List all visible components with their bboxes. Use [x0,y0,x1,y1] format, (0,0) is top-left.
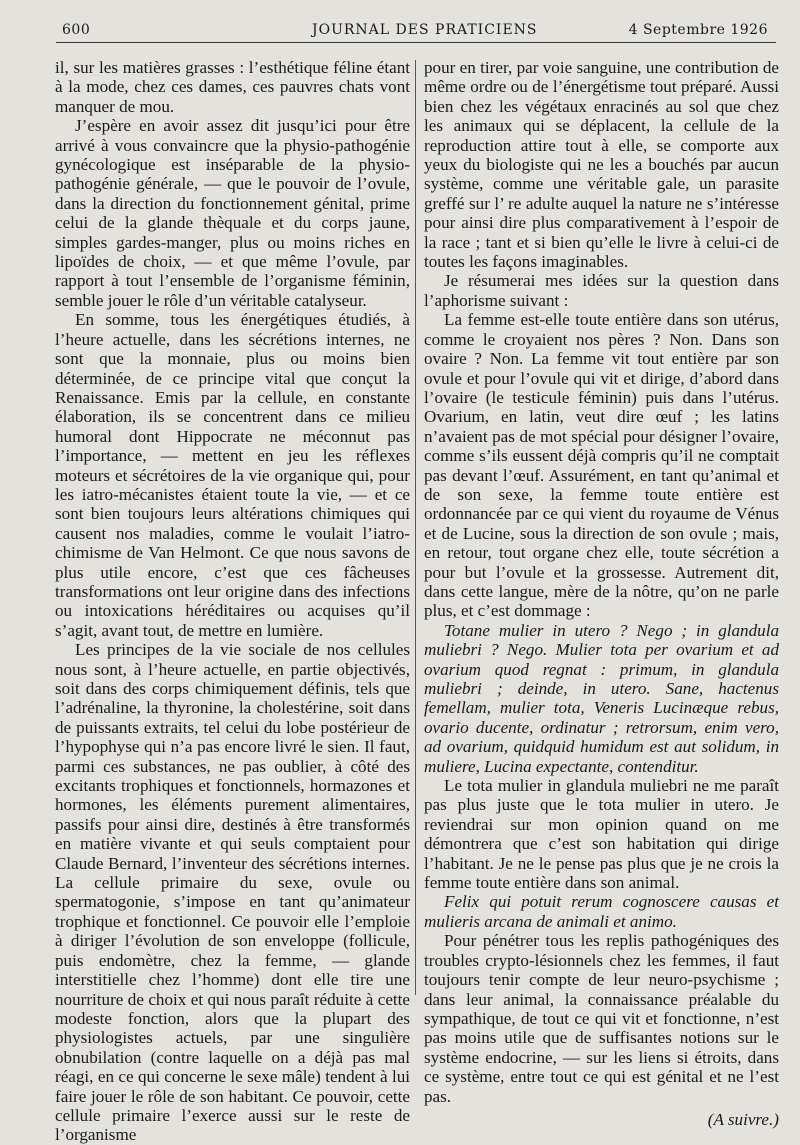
page-header [62,20,772,42]
page-number: 600 [62,22,91,38]
paragraph: Pour pénétrer tous les replis pathogéniques des troubles crypto-lésionnels chez les femmes, il faut toujours tenir compte de leur neuro-psychisme ; dans leur animal, la connaissance préalable du sympathique, de tout ce qui vit et fonctionne, n’est pas moins utile que de suffisantes notions sur le système endocrine, — sur les liens si étroits, dans ce système, entre tout ce qui est génital et ne l’est pas. [424,931,779,1106]
paragraph: En somme, tous les énergétiques étudiés, à l’heure actuelle, dans les sécrétions internes, ne sont que la monnaie, plus ou moins bien déterminée, de ce principe vital que conçut la Renaissance. Emis par la cellule, en constante élaboration, ils se concentrent dans ce milieu humoral dont Hippocrate ne méconnut pas l’importance, — mettent en jeu les réflexes moteurs et sécrétoires de la vie organique qui, pour les iatro-mécanistes étaient toute la vie, — et ce sont bien toujours leurs altérations chimiques qui causent nos maladies, comme le voulait l’iatro-chimisme de Van Helmont. Ce que nous savons de plus utile encore, c’est que ces fâcheuses transformations ont leur origine dans des infections ou intoxications héréditaires ou acquises qu’il s’agit, avant tout, de mettre en lumière. [55,310,410,640]
paragraph: il, sur les matières grasses : l’esthétique féline étant à la mode, chez ces dames, ces pauvres chats vont manquer de mou. [55,58,410,116]
latin-quote: Totane mulier in utero ? Nego ; in glandula muliebri ? Nego. Mulier tota per ovarium et ad ovarium quod regnat : primum, in glandula muliebri ; deinde, in utero. Sane, hactenus femellam, mulier tota, Veneris Lucinæque rebus, ovario ducente, ordinatur ; retrorsum, enim vero, ad ovarium, quidquid humidum est aut solidum, in muliere, Lucina expectante, contenditur. [424,620,779,776]
to-be-continued: (A suivre.) [707,1109,779,1129]
right-column [424,58,779,1129]
latin-motto: Felix qui potuit rerum cognoscere causas et mulieris arcana de animali et animo. [424,892,779,931]
paragraph: Les principes de la vie sociale de nos cellules nous sont, à l’heure actuelle, en partie objectivés, soit dans des corps chimiquement définis, tels que l’adrénaline, la thyronine, la cholestérine, soit dans de puissants extraits, tel celui du lobe postérieur de l’hypophyse qui n’a pas encore livré le sien. Il faut, parmi ces substances, ne pas oublier, à côté des excitants trophiques et fonctionnels, hormazones et hormones, les éléments purement alimentaires, passifs pour ainsi dire, destinés à être transformés en matière vivante et qui seuls comptaient pour Claude Bernard, l’inventeur des sécrétions internes. La cellule primaire du sexe, ovule ou spermatogonie, s’impose en tant qu’animateur trophique et fonctionnel. Ce pouvoir elle l’emploie à diriger l’évolution de son enveloppe (follicule, puis endomètre, chez la femme, — glande interstitielle chez l’homme) dont elle tire une nourriture de choix et qui nous paraît réduite à cette modeste fonction, alors que la plupart des physiologistes actuels, par une singulière obnubilation (contre laquelle on a déjà pas mal réagi, en ce qui concerne le sexe mâle) tendent à lui faire jouer le rôle de son habitant. Ce pouvoir, cette cellule primaire l’exerce aussi sur le reste de l’organisme [55,640,410,1145]
paragraph: Je résumerai mes idées sur la question dans l’aphorisme suivant : [424,271,779,310]
paragraph: J’espère en avoir assez dit jusqu’ici pour être arrivé à vous convaincre que la physio-pathogénie gynécologique est inséparable de la physio-pathogénie générale, — que le pouvoir de l’ovule, dans la direction du fonctionnement génital, prime celui de la glande thèquale et du corps jaune, simples gardes-manger, plus ou moins riches en lipoïdes de choix, — et que même l’ovule, par rapport à tout l’ensemble de l’organisme féminin, semble jouer le rôle d’un véritable catalyseur. [55,116,410,310]
header-rule [56,42,776,43]
paragraph: pour en tirer, par voie sanguine, une contribution de même ordre ou de l’énergétisme tout préparé. Aussi bien chez les végétaux enracinés au sol que chez les animaux qui se déplacent, la cellule de la reproduction attire tout à elle, se comporte aux yeux du biologiste qui ne les a bouchés par aucun système, comme une véritable gale, un parasite greffé sur l’ re adulte auquel la nature ne s’intéresse pour ainsi dire plus comparativement à l’espoir de la race ; tant et si bien qu’elle le livre à celui-ci de toutes les façons imaginables. [424,58,779,272]
column-divider [415,60,416,995]
journal-title: JOURNAL DES PRATICIENS [312,22,538,38]
left-column [55,58,410,1145]
aphorism-paragraph: La femme est-elle toute entière dans son utérus, comme le croyaient nos pères ? Non. Dans son ovaire ? Non. La femme vit tout entière par son ovule et pour l’ovule qui vit et dirige, d’abord dans l’ovaire (le testicule féminin) puis dans l’utérus. Ovarium, en latin, veut dire œuf ; les latins n’avaient pas de mot spécial pour désigner l’ovaire, comme s’ils eussent déjà compris qu’il ne comptait pas devant l’œuf. Assurément, en tant qu’animal et de son sexe, la femme toute entière est ordonnancée par ce qui vient du royaume de Vénus et de Lucine, sous la direction de son ovule ; mais, en retour, tout organe chez elle, toute sécrétion a pour but l’ovule et la grossesse. Autrement dit, dans cette langue, mère de la nôtre, qu’on ne parle plus, et c’est dommage : [424,310,779,621]
issue-date: 4 Septembre 1926 [628,22,768,38]
paragraph: Le tota mulier in glandula muliebri ne me paraît pas plus juste que le tota mulier in utero. Je reviendrai sur mon opinion quand on me démontrera que c’est son habitation qui dirige l’habitant. Je ne le pense pas plus que je ne crois la femme toute entière dans son animal. [424,776,779,893]
